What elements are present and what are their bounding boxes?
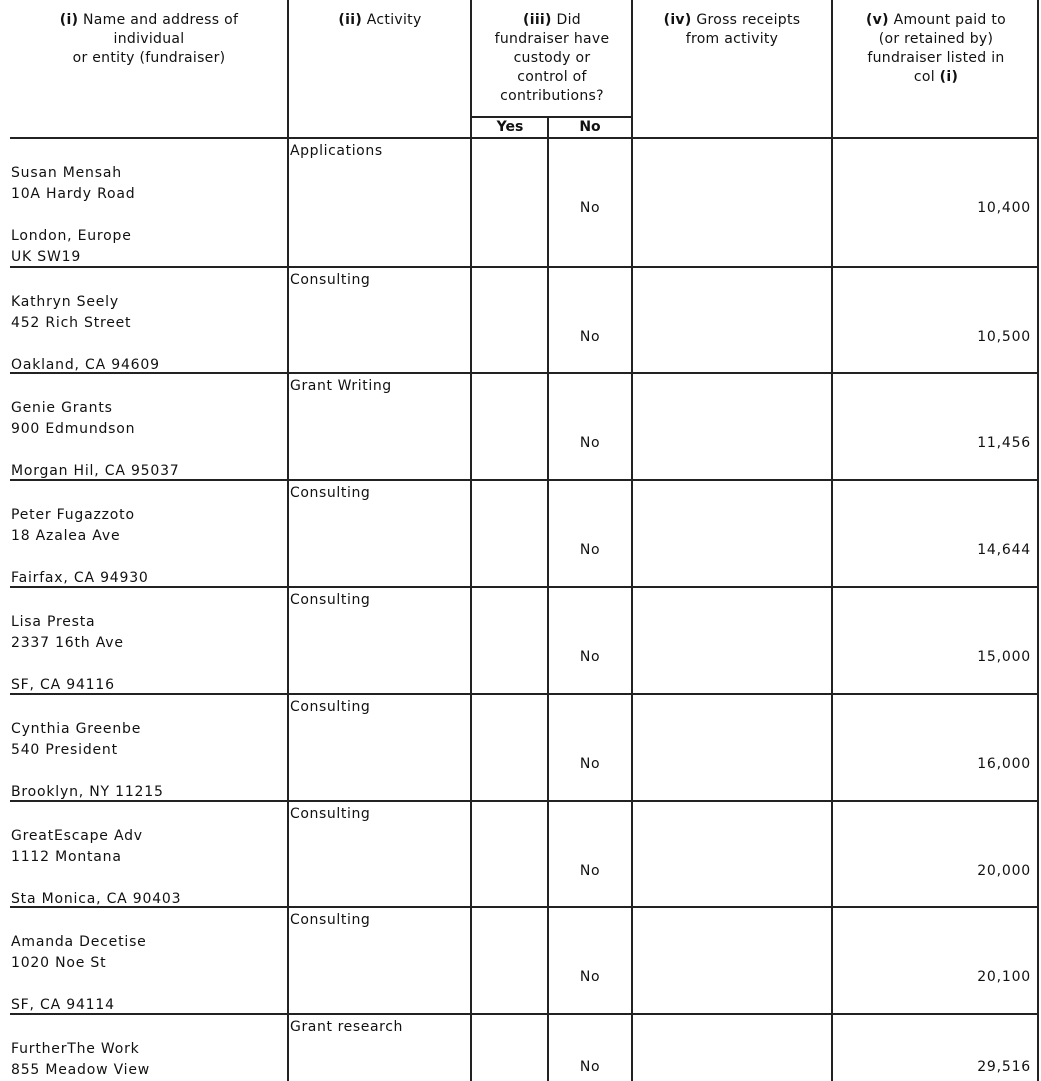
name-address-cell: Peter Fugazzoto 18 Azalea Ave Fairfax, CA 94930 <box>11 507 149 586</box>
amount-cell: 15,000 <box>977 649 1031 665</box>
header-col-custody: (iii) Did fundraiser have custody or control of contributions? <box>494 12 610 104</box>
table-row <box>0 374 1041 481</box>
custody-no-cell: No <box>579 649 601 665</box>
amount-cell: 20,000 <box>977 863 1031 879</box>
name-address-cell: FurtherThe Work 855 Meadow View <box>11 1041 151 1078</box>
table-row <box>0 802 1041 909</box>
name-address-cell: Cynthia Greenbe 540 President Brooklyn, NY 11215 <box>11 721 164 800</box>
custody-no-cell: No <box>579 969 601 985</box>
name-address-cell: Genie Grants 900 Edmundson Morgan Hil, CA 95037 <box>11 400 180 479</box>
activity-cell: Grant Writing <box>290 378 392 394</box>
custody-no-cell: No <box>579 200 601 216</box>
header-no: No <box>579 119 601 135</box>
activity-cell: Grant research <box>290 1019 403 1035</box>
header-col-name: (i) Name and address of individual or entity (fundraiser) <box>59 12 239 66</box>
custody-no-cell: No <box>579 329 601 345</box>
table-row <box>0 268 1041 375</box>
custody-no-cell: No <box>579 435 601 451</box>
table-row <box>0 481 1041 588</box>
name-address-cell: GreatEscape Adv 1112 Montana Sta Monica, CA 90403 <box>11 828 182 907</box>
activity-cell: Consulting <box>290 912 371 928</box>
activity-cell: Consulting <box>290 806 371 822</box>
activity-cell: Consulting <box>290 592 371 608</box>
table-row <box>0 908 1041 1015</box>
rule-yesno-top <box>470 116 633 118</box>
name-address-cell: Lisa Presta 2337 16th Ave SF, CA 94116 <box>11 614 124 693</box>
name-address-cell: Kathryn Seely 452 Rich Street Oakland, CA 94609 <box>11 294 160 373</box>
name-address-cell: Amanda Decetise 1020 Noe St SF, CA 94114 <box>11 934 147 1013</box>
table-row <box>0 139 1041 266</box>
custody-no-cell: No <box>579 756 601 772</box>
amount-cell: 10,500 <box>977 329 1031 345</box>
custody-no-cell: No <box>579 542 601 558</box>
table-row <box>0 695 1041 802</box>
amount-cell: 29,516 <box>977 1059 1031 1075</box>
header-col-activity: (ii) Activity <box>338 12 422 28</box>
amount-cell: 16,000 <box>977 756 1031 772</box>
amount-cell: 14,644 <box>977 542 1031 558</box>
amount-cell: 20,100 <box>977 969 1031 985</box>
name-address-cell: Susan Mensah 10A Hardy Road London, Europe UK SW19 <box>11 165 136 265</box>
activity-cell: Applications <box>290 143 383 159</box>
header-col-amount: (v) Amount paid to (or retained by) fundraiser listed in col (i) <box>865 12 1006 85</box>
amount-cell: 11,456 <box>977 435 1031 451</box>
table-row <box>0 1015 1041 1081</box>
header-col-gross: (iv) Gross receipts from activity <box>663 12 801 47</box>
custody-no-cell: No <box>579 1059 601 1075</box>
custody-no-cell: No <box>579 863 601 879</box>
table-row <box>0 588 1041 695</box>
activity-cell: Consulting <box>290 272 371 288</box>
amount-cell: 10,400 <box>977 200 1031 216</box>
header-yes: Yes <box>496 119 524 135</box>
activity-cell: Consulting <box>290 485 371 501</box>
activity-cell: Consulting <box>290 699 371 715</box>
